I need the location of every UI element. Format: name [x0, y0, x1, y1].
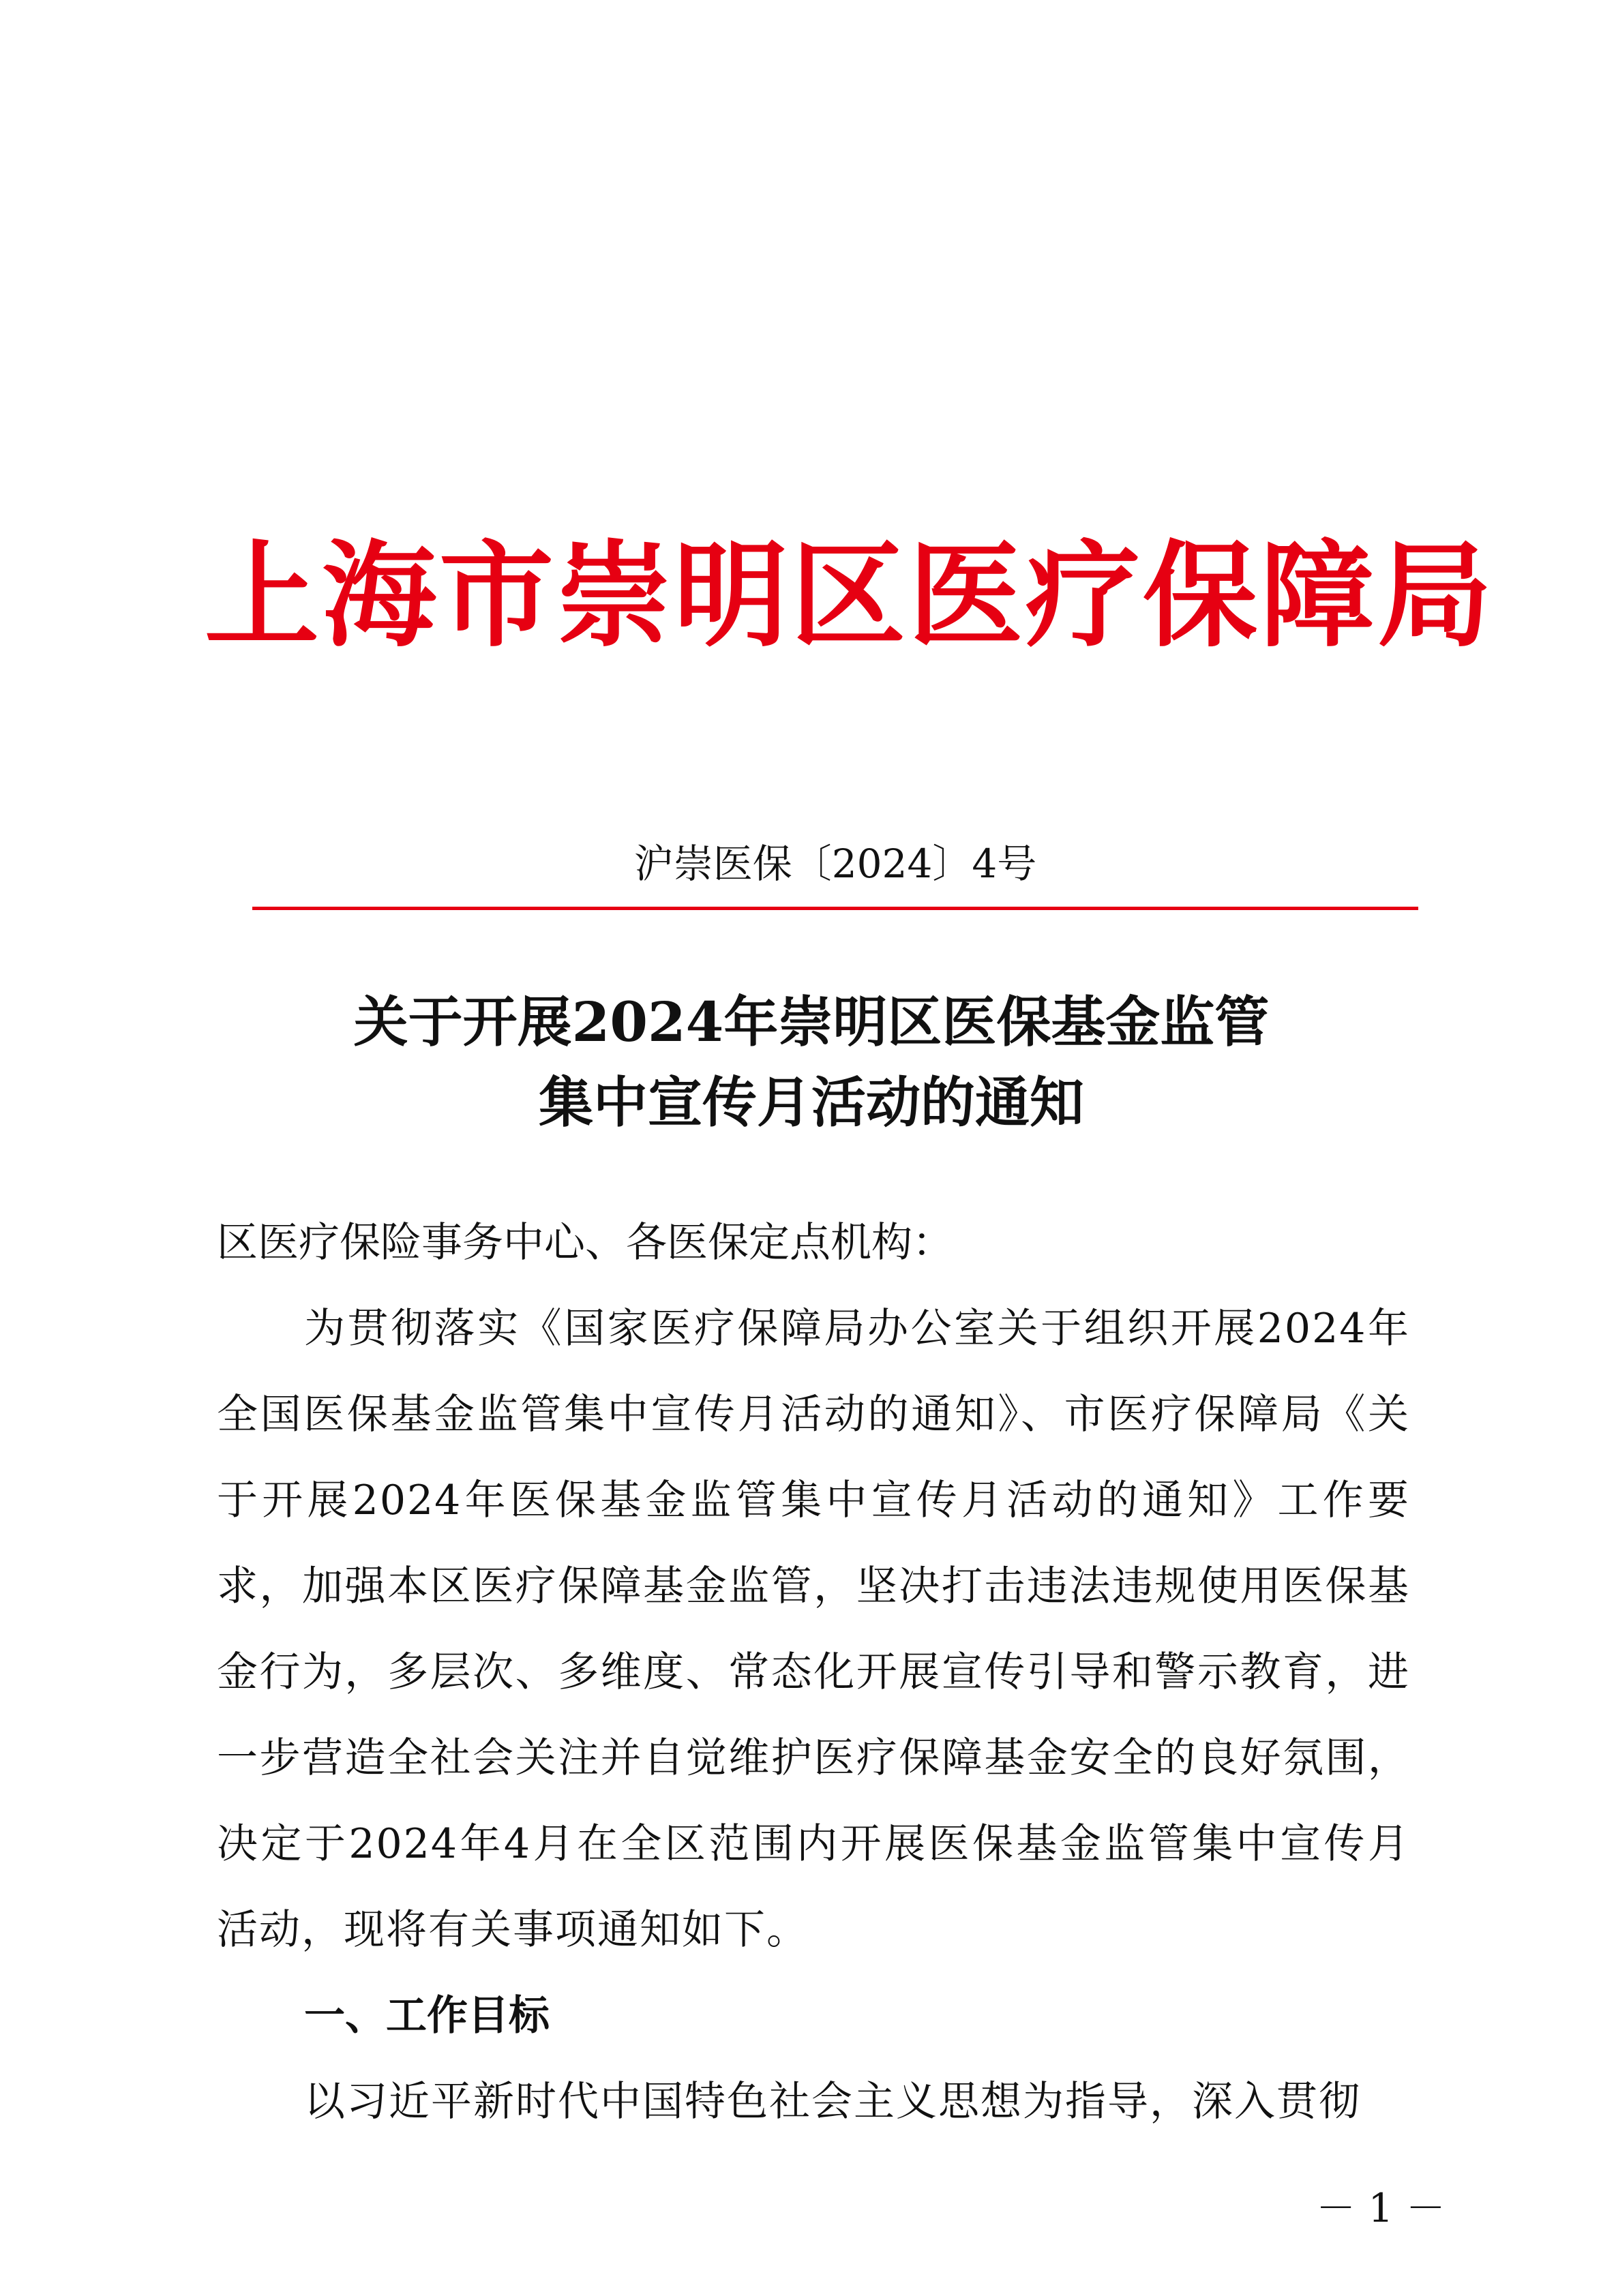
agency-header-title: 上海市崇明区医疗保障局 — [205, 529, 1495, 663]
notice-body — [217, 1200, 1410, 2145]
section-heading-work-goals: 一、工作目标 — [304, 1992, 550, 2040]
body-paragraph-2: 以习近平新时代中国特色社会主义思想为指导，深入贯彻 — [304, 2078, 1361, 2126]
notice-title-line-2: 集中宣传月活动的通知 — [539, 1070, 1084, 1134]
body-paragraph-1: 为贯彻落实《国家医疗保障局办公室关于组织开展2024年全国医保基金监管集中宣传月活动的通知》、市医疗保障局《关于开展2024年医保基金监管集中宣传月活动的通知》工作要求，加强本区医疗保障基金监管，坚决打击违法违规使用医保基金行为，多层次、多维度、常态化开展宣传引导和警示教育，进一步营造全社会关注并自觉维护医疗保障基金安全的良好氛围，决定于2024年4月在全区范围内开展医保基金监管集中宣传月活动，现将有关事项通知如下。 — [217, 1305, 1410, 1954]
notice-title-line-1: 关于开展2024年崇明区医保基金监管 — [353, 990, 1270, 1054]
page-number: － 1 － — [1316, 2185, 1446, 2231]
red-divider-line — [252, 907, 1418, 910]
notice-title — [205, 982, 1418, 1143]
salutation: 区医疗保险事务中心、各医保定点机构： — [217, 1219, 953, 1267]
document-number: 沪崇医保〔2024〕4号 — [633, 841, 1037, 887]
